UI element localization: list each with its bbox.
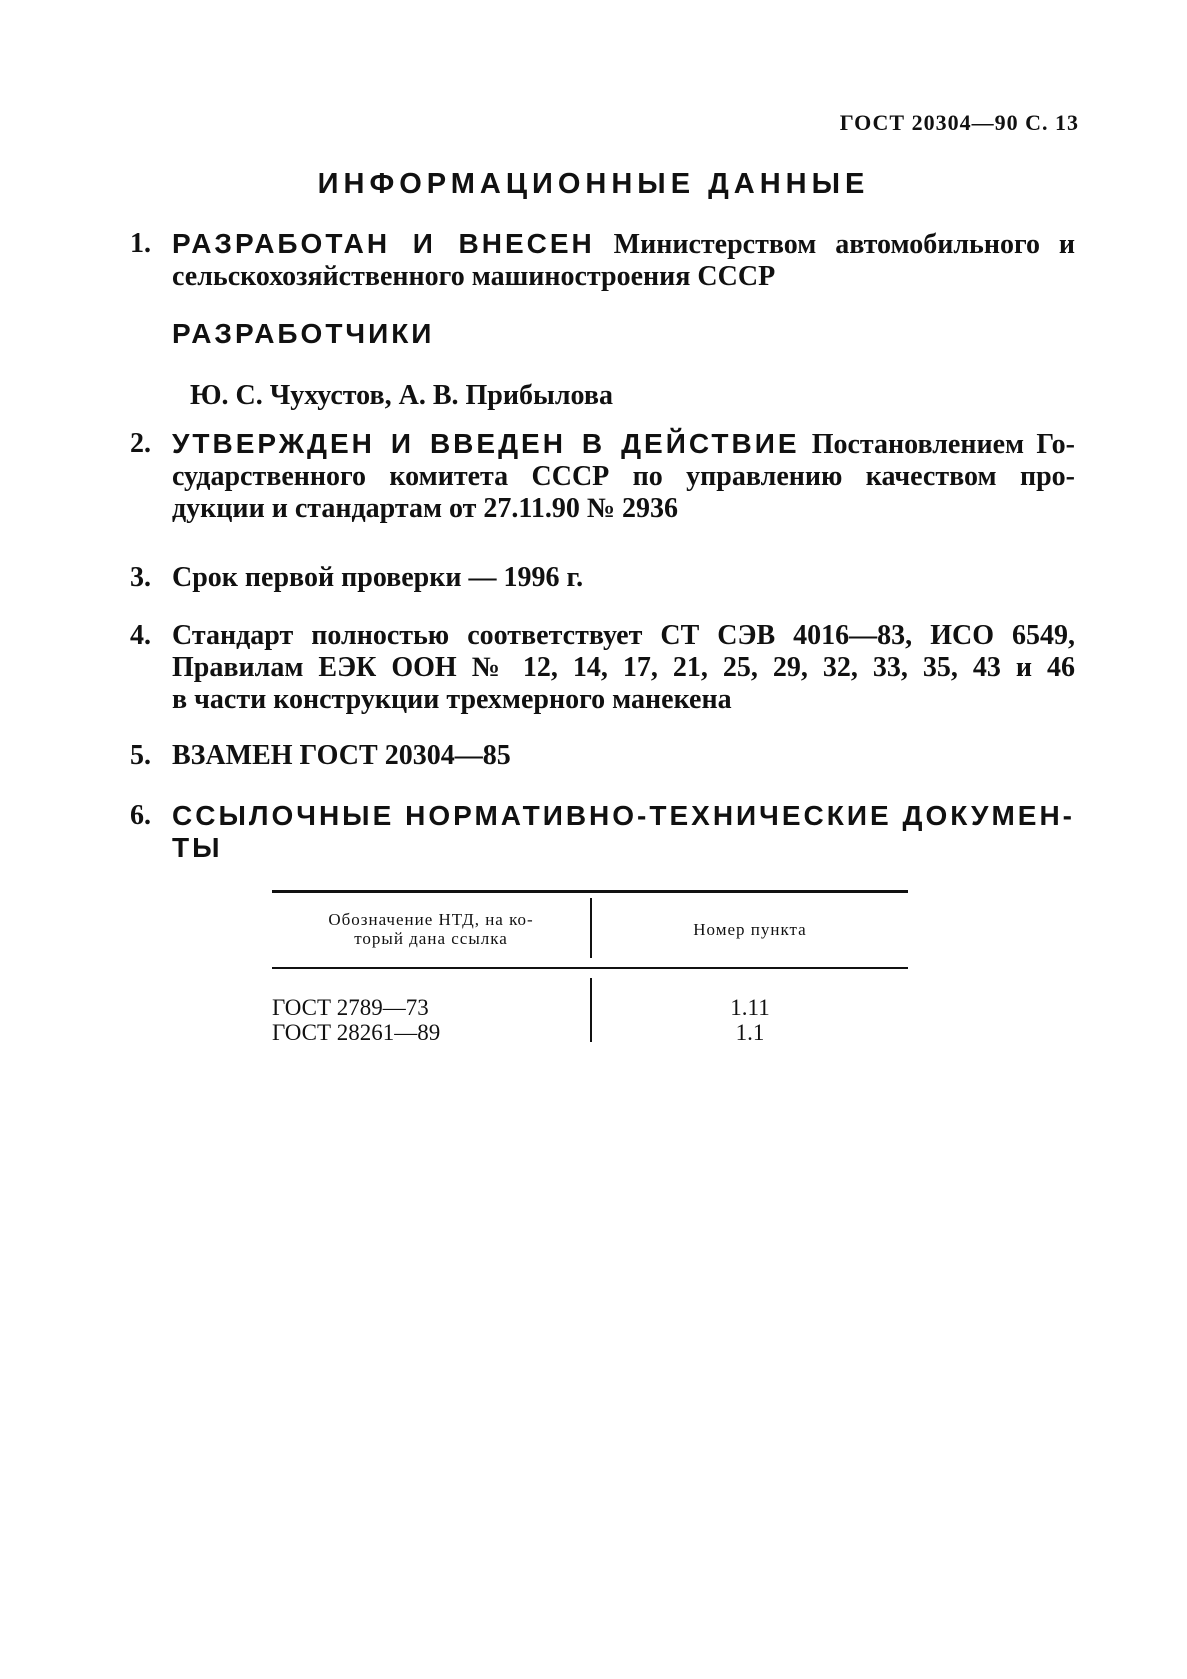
item-line: ВЗАМЕН ГОСТ 20304—85 <box>172 740 511 771</box>
item-line: сельскохозяйственного машиностроения СССР <box>172 261 776 292</box>
info-item-4 <box>130 620 1075 716</box>
table-header-clause: Номер пункта <box>693 920 807 939</box>
info-item-6 <box>130 800 1075 864</box>
item-text: Постановлением Го- <box>811 429 1075 460</box>
developers-names: Ю. С. Чухустов, А. В. Прибылова <box>190 380 613 411</box>
item-line <box>172 228 1075 261</box>
table-cell-clause: 1.11 <box>730 995 770 1020</box>
info-item-2 <box>130 428 1075 525</box>
item-number: 1. <box>130 228 151 259</box>
table-cell-clause: 1.1 <box>735 1020 765 1045</box>
table-header-document: Обозначение НТД, на ко- торый дана ссылка <box>328 910 534 948</box>
table-header-rule <box>272 967 908 969</box>
info-item-1 <box>130 228 1075 293</box>
item-lead: УТВЕРЖДЕН И ВВЕДЕН В ДЕЙСТВИЕ <box>172 428 800 459</box>
table-top-rule <box>272 890 908 893</box>
item-line: Срок первой проверки — 1996 г. <box>172 562 584 593</box>
item-number: 4. <box>130 620 151 651</box>
item-number: 2. <box>130 428 151 459</box>
item-line: Стандарт полностью соответствует СТ СЭВ 4016—83, ИСО 6549, <box>172 620 1075 651</box>
table-cell-document: ГОСТ 28261—89 <box>272 1020 441 1045</box>
item-number: 3. <box>130 562 151 593</box>
info-item-3 <box>130 562 1075 594</box>
reference-table <box>272 890 908 1050</box>
item-lead: РАЗРАБОТАН И ВНЕСЕН <box>172 228 595 259</box>
item-line: ТЫ <box>172 832 223 863</box>
item-line: Правилам ЕЭК ООН № 12, 14, 17, 21, 25, 29, 32, 33, 35, 43 и 46 <box>172 652 1075 683</box>
item-text: Министерством автомобильного и <box>613 229 1076 260</box>
item-line: дукции и стандартам от 27.11.90 № 2936 <box>172 493 678 524</box>
table-cell-document: ГОСТ 2789—73 <box>272 995 429 1020</box>
item-line <box>172 428 1075 461</box>
page-title: ИНФОРМАЦИОННЫЕ ДАННЫЕ <box>317 168 870 200</box>
info-item-5 <box>130 740 1075 772</box>
page-header: ГОСТ 20304—90 С. 13 <box>839 110 1079 135</box>
item-number: 5. <box>130 740 151 771</box>
developers-heading: РАЗРАБОТЧИКИ <box>172 318 435 349</box>
item-line: сударственного комитета СССР по управлению качеством про- <box>172 461 1075 492</box>
item-line: в части конструкции трехмерного манекена <box>172 684 732 715</box>
item-number: 6. <box>130 800 151 831</box>
item-line: ССЫЛОЧНЫЕ НОРМАТИВНО-ТЕХНИЧЕСКИЕ ДОКУМЕН- <box>172 800 1075 831</box>
